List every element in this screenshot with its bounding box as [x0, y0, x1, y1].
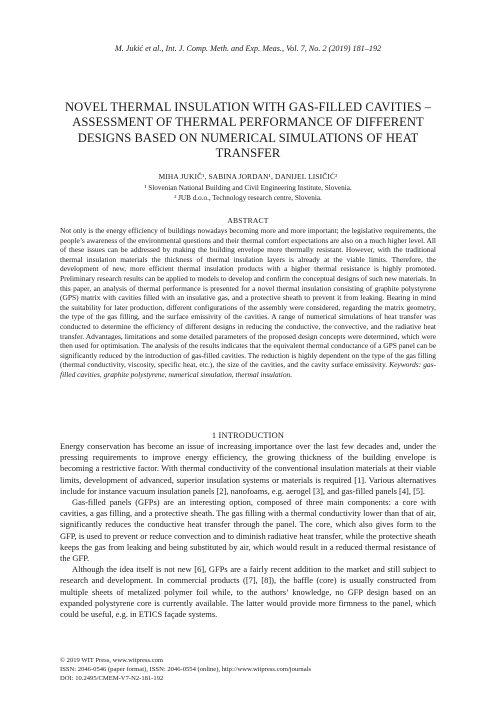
doi-line: DOI: 10.2495/CMEM-V7-N2-181-192 — [60, 674, 164, 682]
affiliation-1: ¹ Slovenian National Building and Civil Engineering Institute, Slovenia. — [144, 183, 352, 192]
abstract-text — [60, 226, 436, 380]
running-head: M. Jukić et al., Int. J. Comp. Meth. and Exp. Meas., Vol. 7, No. 2 (2019) 181–192 — [114, 44, 382, 53]
affiliation-2: ² JUB d.o.o., Technology research centre, Slovenia. — [174, 194, 322, 202]
section-heading-introduction: 1 INTRODUCTION — [211, 431, 285, 440]
paper-title: NOVEL THERMAL INSULATION WITH GAS-FILLED CAVITIES – ASSESSMENT OF THERMAL PERFORMANCE OF DIFFERENT DESIGNS BASED ON NUMERICAL SIMULATIONS OF HEAT TRANSFER — [64, 100, 432, 161]
page-footer — [60, 657, 436, 683]
abstract-body: Not only is the energy efficiency of buildings nowadays becoming more and more important; the legislative requirements, the people’s awareness of the environmental questions and their thermal comfort expectations are also on a much higher level. All of these issues can be addressed by making the building envelope more thermally resistant. However, with the traditional thermal insulation materials the thickness of thermal insulation layers is already at the viable limits. Therefore, the development of new, more efficient thermal insulation products with a higher thermal resistance is highly promoted. Preliminary research results can be applied to models to develop and confirm the conceptual designs of such new materials. In this paper, an analysis of thermal performance is presented for a novel thermal insulation consisting of graphite polystyrene (GPS) matrix with cavities filled with an insulative gas, and a protective sheath to prevent it from leaking. Bearing in mind the suitability for later production, different configurations of the assembly were considered, regarding the matrix geometry, the type of the gas filling, and the surface emissivity of the cavities. A range of numerical simulations of heat transfer was conducted to determine the efficiency of different designs in reducing the conductive, the convective, and the radiative heat transfer. Advantages, limitations and some detailed parameters of the proposed design concepts were determined, which were then used for optimisation. The analysis of the results indicates that the equivalent thermal conductance of a GPS panel can be significantly reduced by the introduction of gas-filled cavities. The reduction is highly dependent on the type of the gas filling (thermal conductivity, viscosity, specific heat, etc.), the size of the cavities, and the cavity surface emissivity. — [60, 226, 436, 370]
abstract-heading: ABSTRACT — [227, 216, 269, 225]
paragraph: Although the idea itself is not new [6], GFPs are a fairly recent addition to the market and still subject to research and development. In commercial products ([7], [8]), the baffle (core) is usually constructed from multiple sheets of metalized polymer foil while, to the authors’ knowledge, no GFP design based on an expanded polystyrene core is currently available. The latter would provide more firmness to the panel, which could be useful, e.g. in ETICS façade systems. — [60, 564, 436, 620]
introduction-body — [60, 441, 436, 620]
paragraph: Gas-filled panels (GFPs) are an interesting option, composed of three main components: a core with cavities, a gas filling, and a protective sheath. The gas filling with a thermal conductivity lower than that of air, significantly reduces the conductive heat transfer through the panel. The core, which also gives form to the GFP, is used to prevent or reduce convection and to diminish radiative heat transfer, while the protective sheath keeps the gas from leaking and being substituted by air, which would result in a reduced thermal resistance of the GFP. — [60, 497, 436, 564]
issn-line: ISSN: 2046-0546 (paper format), ISSN: 2046-0554 (online), http://www.witpress.com/journals — [60, 665, 312, 673]
author-block — [62, 172, 434, 204]
paragraph: Energy conservation has become an issue of increasing importance over the last few decades and, under the pressing requirements to improve energy efficiency, the growing thickness of the building envelope is becoming a restrictive factor. With thermal conductivity of the conventional insulation materials at their viable limits, development of advanced, superior insulation systems or materials is required [1]. Various alternatives include for instance vacuum insulation panels [2], nanofoams, e.g. aerogel [3], and gas-filled panels [4], [5]. — [60, 441, 436, 496]
keywords: Keywords: gas-filled cavities, graphite polystyrene, numerical simulation, thermal insulation. — [60, 360, 437, 379]
copyright-line: © 2019 WIT Press, www.witpress.com — [60, 657, 164, 664]
author-names: MIHA JUKIČ¹, SABINA JORDAN¹, DANIJEL LISIČIĆ² — [158, 172, 338, 181]
